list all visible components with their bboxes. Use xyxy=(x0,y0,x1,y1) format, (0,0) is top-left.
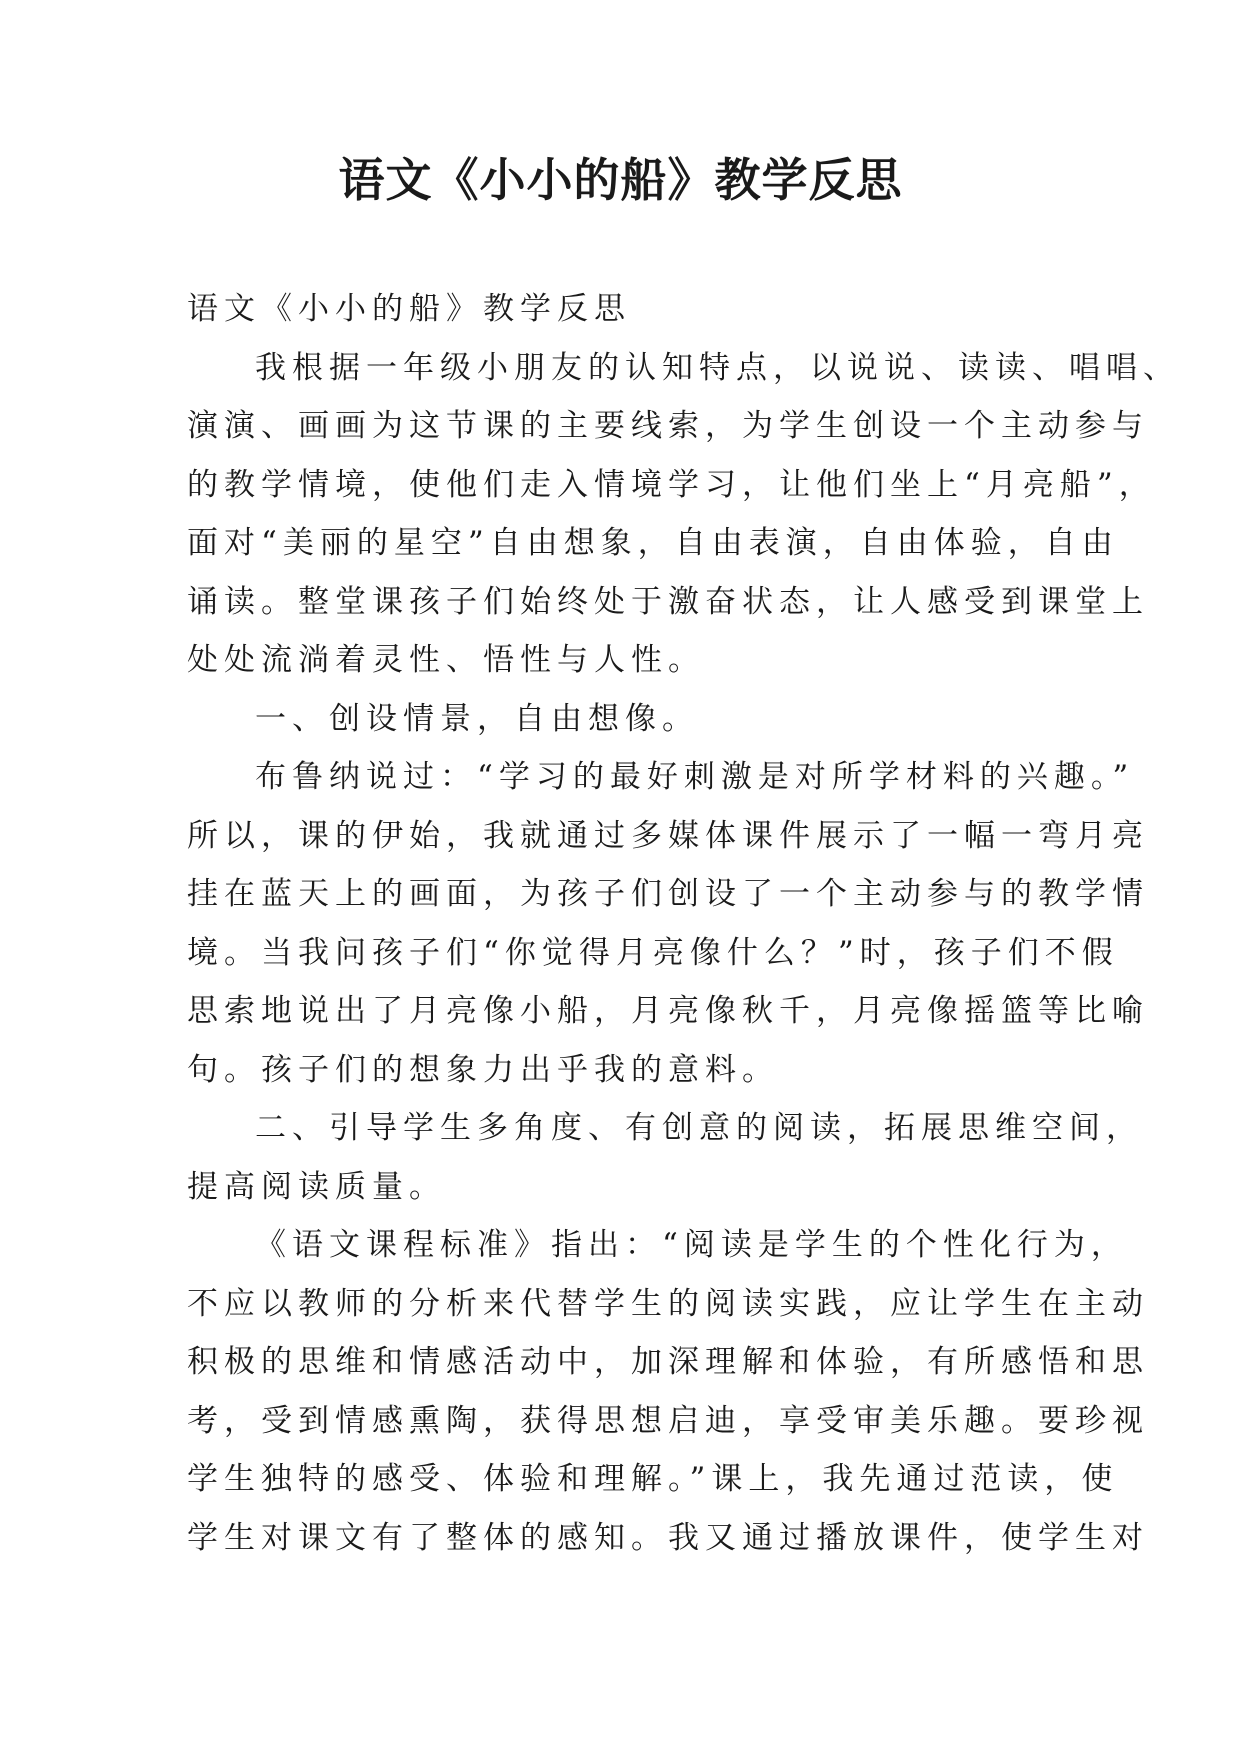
body-line: 所以，课的伊始，我就通过多媒体课件展示了一幅一弯月亮 xyxy=(187,817,1149,854)
body-line: 不应以教师的分析来代替学生的阅读实践，应让学生在主动 xyxy=(187,1285,1149,1322)
body-line: 的教学情境，使他们走入情境学习，让他们坐上“月亮船”， xyxy=(187,466,1156,503)
body-line: 布鲁纳说过：“学习的最好刺激是对所学材料的兴趣。” xyxy=(255,759,1135,795)
body-line: 处处流淌着灵性、悟性与人性。 xyxy=(187,642,705,678)
body-line: 考，受到情感熏陶，获得思想启迪，享受审美乐趣。要珍视 xyxy=(187,1402,1149,1439)
body-line: 思索地说出了月亮像小船，月亮像秋千，月亮像摇篮等比喻 xyxy=(187,993,1149,1029)
body-line: 语文《小小的船》教学反思 xyxy=(187,291,631,327)
section-heading-continued: 提高阅读质量。 xyxy=(187,1168,446,1205)
body-line: 《语文课程标准》指出：“阅读是学生的个性化行为， xyxy=(255,1227,1128,1263)
body-line: 演演、画画为这节课的主要线索，为学生创设一个主动参与 xyxy=(187,408,1149,444)
body-line: 学生独特的感受、体验和理解。”课上，我先通过范读，使 xyxy=(187,1461,1119,1497)
body-line: 句。孩子们的想象力出乎我的意料。 xyxy=(187,1051,779,1088)
body-line: 境。当我问孩子们“你觉得月亮像什么？”时，孩子们不假 xyxy=(187,934,1119,971)
body-line: 挂在蓝天上的画面，为孩子们创设了一个主动参与的教学情 xyxy=(187,876,1149,912)
document-body xyxy=(187,280,1180,1567)
document-title: 语文《小小的船》教学反思 xyxy=(338,153,903,207)
body-line: 面对“美丽的星空”自由想象，自由表演，自由体验，自由 xyxy=(187,525,1119,561)
section-heading: 一、创设情景，自由想像。 xyxy=(255,700,699,737)
body-line: 诵读。整堂课孩子们始终处于激奋状态，让人感受到课堂上 xyxy=(187,583,1149,620)
body-line: 积极的思维和情感活动中，加深理解和体验，有所感悟和思 xyxy=(187,1344,1149,1380)
body-line: 学生对课文有了整体的感知。我又通过播放课件，使学生对 xyxy=(187,1519,1149,1556)
body-line: 我根据一年级小朋友的认知特点，以说说、读读、唱唱、 xyxy=(255,349,1180,386)
section-heading: 二、引导学生多角度、有创意的阅读，拓展思维空间， xyxy=(255,1110,1143,1146)
